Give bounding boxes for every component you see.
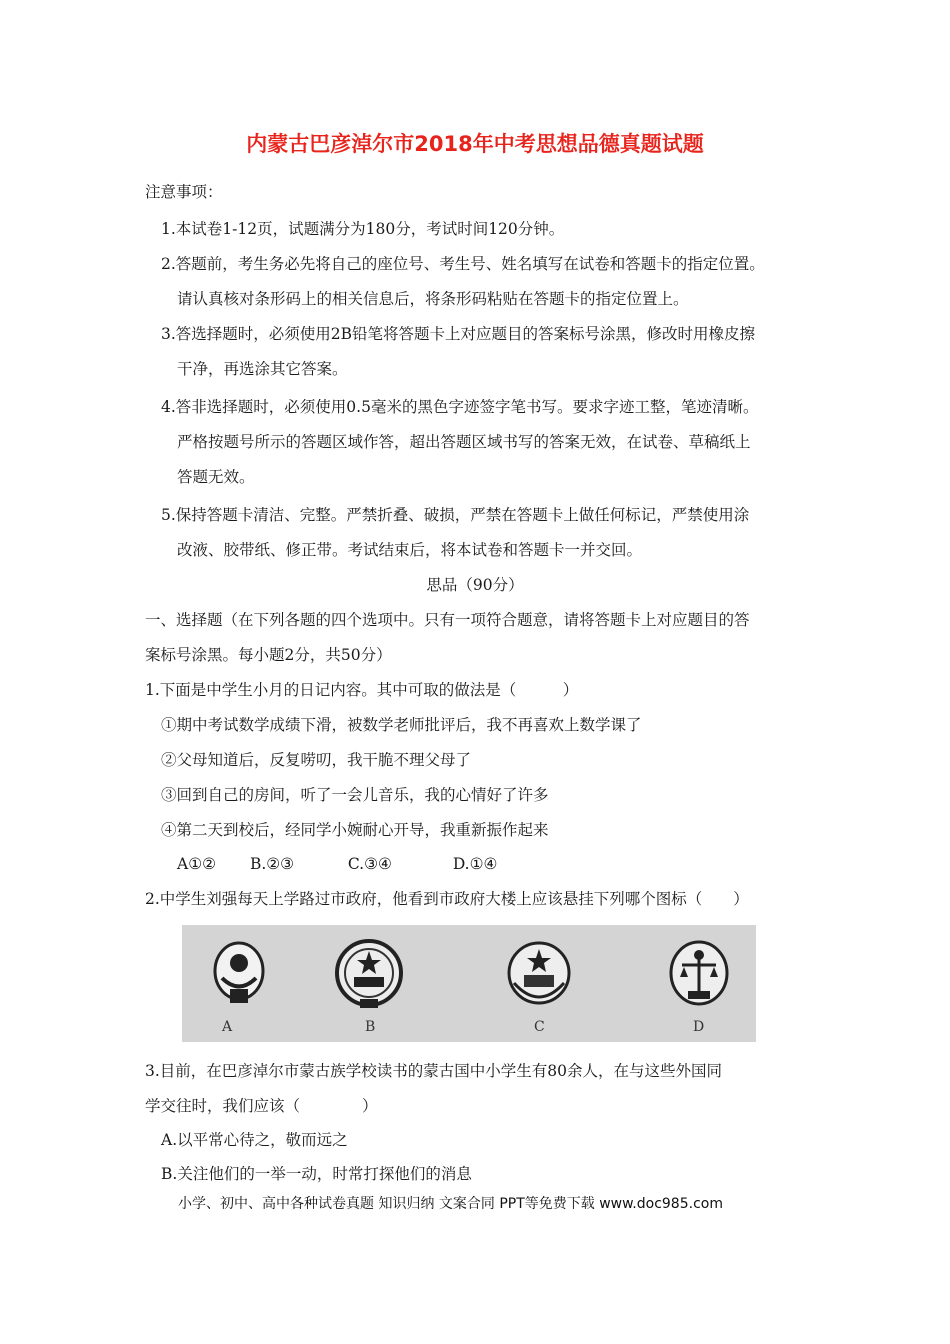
q2-stem: 2.中学生刘强每天上学路过市政府，他看到市政府大楼上应该悬挂下列哪个图标（ ） [145,890,749,908]
notice-line: 答题无效。 [177,468,255,486]
emblem-label-c: C [534,1019,545,1035]
notice-heading: 注意事项： [145,183,223,201]
q1-item: ③回到自己的房间，听了一会儿音乐，我的心情好了许多 [161,786,549,804]
q3-option-a: A.以平常心待之，敬而远之 [161,1131,348,1149]
emblem-c-icon [500,933,578,1013]
notice-line: 1.本试卷1-12页，试题满分为180分，考试时间120分钟。 [161,220,565,238]
q1-option-d: D.①④ [452,855,498,873]
q3-stem: 学交往时，我们应该（ ） [145,1097,378,1115]
q3-option-b: B.关注他们的一举一动，时常打探他们的消息 [161,1165,472,1183]
q1-item: ①期中考试数学成绩下滑，被数学老师批评后，我不再喜欢上数学课了 [161,716,642,734]
emblem-label-d: D [693,1019,705,1035]
q1-stem: 1.下面是中学生小月的日记内容。其中可取的做法是（ ） [145,681,579,699]
notice-line: 4.答非选择题时，必须使用0.5毫米的黑色字迹签字笔书写。要求字迹工整，笔迹清晰。 [161,398,759,416]
q1-option-c: C.③④ [347,855,392,873]
part1-intro: 案标号涂黑。每小题2分，共50分） [145,646,392,664]
q1-item: ②父母知道后，反复唠叨，我干脆不理父母了 [161,751,472,769]
notice-line: 3.答选择题时，必须使用2B铅笔将答题卡上对应题目的答案标号涂黑，修改时用橡皮擦 [161,325,756,343]
part1-intro: 一、选择题（在下列各题的四个选项中。只有一项符合题意，请将答题卡上对应题目的答 [145,611,750,629]
emblem-a-icon [200,933,278,1013]
notice-line: 改液、胶带纸、修正带。考试结束后，将本试卷和答题卡一并交回。 [177,541,643,559]
section-heading: 思品（90分） [426,576,524,594]
q1-option-a: A①② [177,855,216,873]
q1-option-b: B.②③ [249,855,295,873]
q1-options [177,854,497,874]
emblem-label-b: B [365,1019,376,1035]
emblem-d-icon [660,933,738,1013]
emblem-label-a: A [222,1019,233,1035]
emblem-b-icon [330,933,408,1013]
emblems-image [182,925,756,1042]
notice-line: 5.保持答题卡清洁、完整。严禁折叠、破损，严禁在答题卡上做任何标记，严禁使用涂 [161,506,750,524]
page-footer: 小学、初中、高中各种试卷真题 知识归纳 文案合同 PPT等免费下载 www.doc985.com [178,1196,723,1212]
notice-line: 干净，再选涂其它答案。 [177,360,348,378]
notice-line: 2.答题前，考生务必先将自己的座位号、考生号、姓名填写在试卷和答题卡的指定位置。 [161,255,765,273]
q3-stem: 3.目前，在巴彦淖尔市蒙古族学校读书的蒙古国中小学生有80余人，在与这些外国同 [145,1062,723,1080]
notice-line: 请认真核对条形码上的相关信息后，将条形码粘贴在答题卡的指定位置上。 [177,290,689,308]
q1-item: ④第二天到校后，经同学小婉耐心开导，我重新振作起来 [161,821,549,839]
notice-line: 严格按题号所示的答题区域作答，超出答题区域书写的答案无效，在试卷、草稿纸上 [177,433,751,451]
exam-title: 内蒙古巴彦淖尔市2018年中考思想品德真题试题 [246,132,704,156]
